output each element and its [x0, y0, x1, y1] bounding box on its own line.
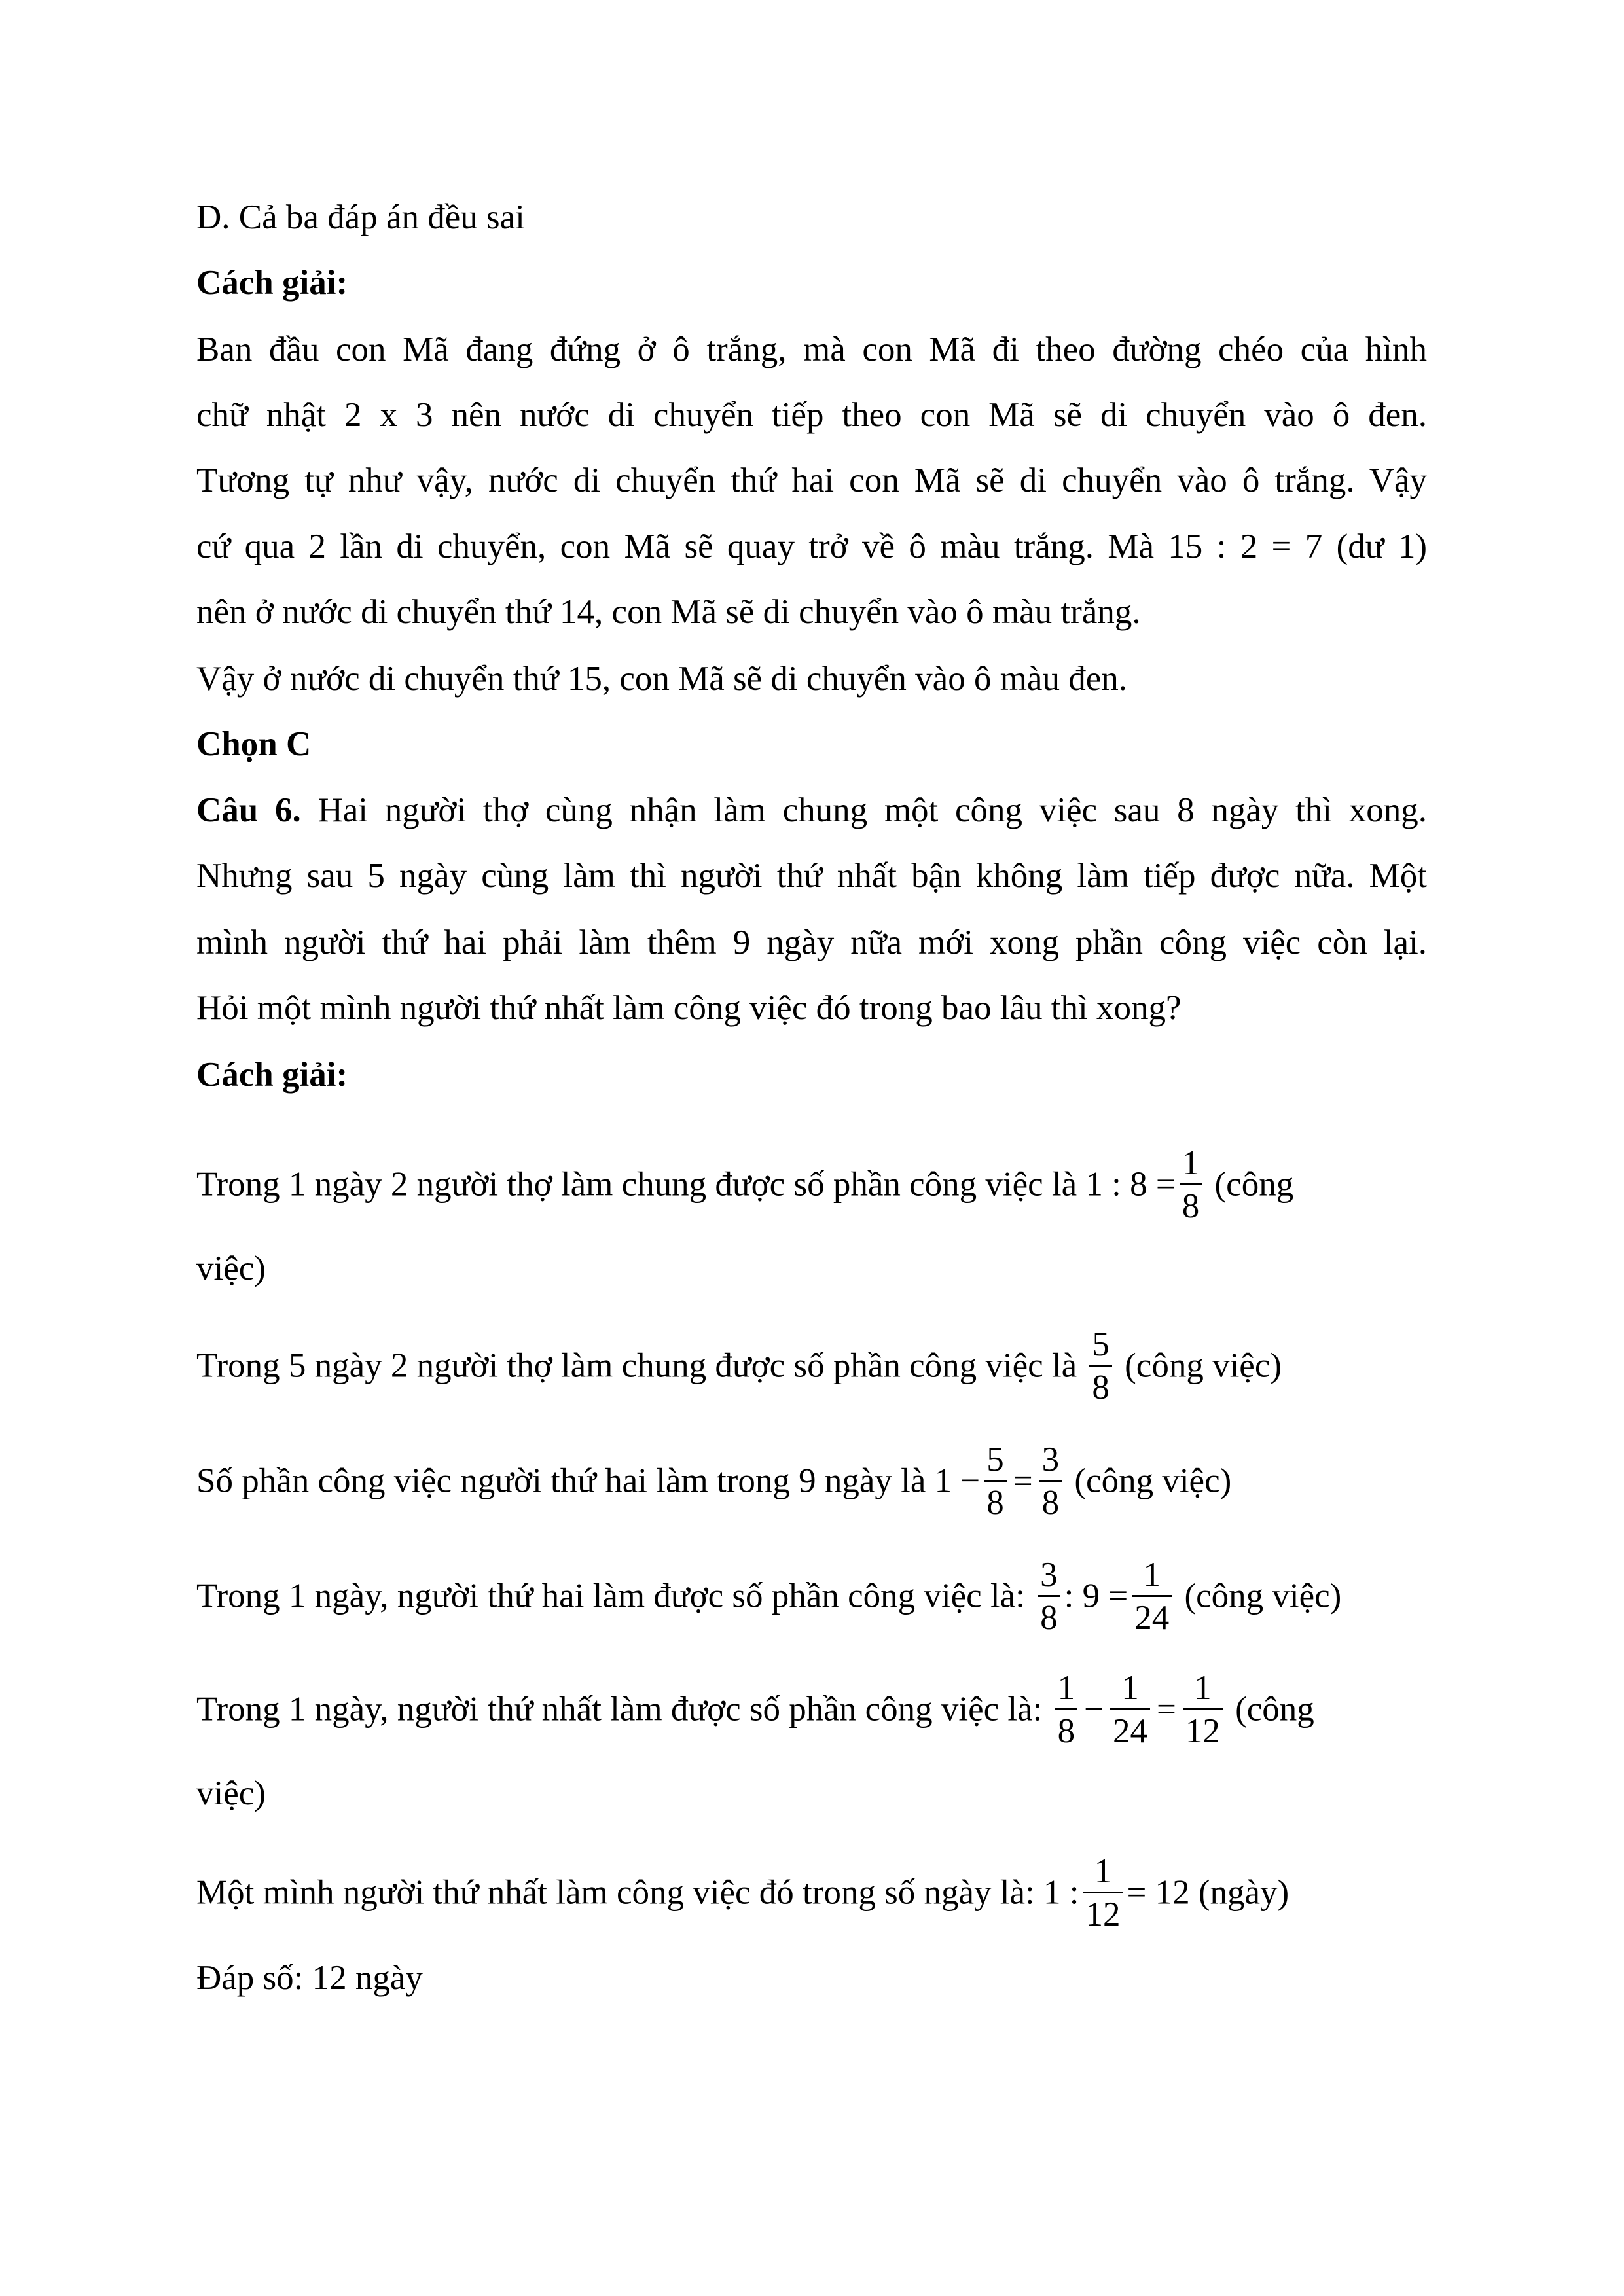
- numerator: 1: [1183, 1671, 1223, 1710]
- numerator: 3: [1039, 1443, 1062, 1482]
- step-6: [196, 1852, 1290, 1935]
- step-3: [196, 1441, 1232, 1523]
- step-1-text: Trong 1 ngày 2 người thợ làm chung được số phần công việc là: [196, 1165, 1086, 1204]
- numerator: 1: [1132, 1558, 1172, 1597]
- solution-heading: Cách giải:: [196, 264, 348, 302]
- denominator: 8: [1092, 1369, 1110, 1407]
- fraction: [1083, 1854, 1123, 1932]
- question-6-line-1: [196, 791, 1427, 830]
- question-6-text: Hai người thợ cùng nhận làm chung một công việc sau 8 ngày thì xong.: [300, 791, 1427, 829]
- equals-sign: =: [1156, 1690, 1176, 1729]
- solution-line-4: cứ qua 2 lần di chuyển, con Mã sẽ quay trở về ô màu trắng. Mà 15 : 2 = 7 (dư 1): [196, 528, 1427, 565]
- option-d-line: D. Cả ba đáp án đều sai: [196, 198, 525, 236]
- step-2-text: Trong 5 ngày 2 người thợ làm chung được số phần công việc là: [196, 1346, 1086, 1385]
- step-6-text: Một mình người thứ nhất làm công việc đó trong số ngày là:: [196, 1873, 1043, 1912]
- numerator: 3: [1038, 1558, 1060, 1597]
- solution-line-6: Vậy ở nước di chuyển thứ 15, con Mã sẽ di chuyển vào ô màu đen.: [196, 660, 1127, 698]
- step-6-post: = 12: [1127, 1873, 1190, 1912]
- minus-sign: −: [1084, 1690, 1104, 1729]
- solution-line-5: nên ở nước di chuyển thứ 14, con Mã sẽ di chuyển vào ô màu trắng.: [196, 593, 1141, 631]
- fraction: [1132, 1558, 1172, 1636]
- question-6-line-4: Hỏi một mình người thứ nhất làm công việc đó trong bao lâu thì xong?: [196, 989, 1182, 1027]
- step-3-text: Số phần công việc người thứ hai làm trong 9 ngày là: [196, 1462, 935, 1500]
- step-4-text: Trong 1 ngày, người thứ hai làm được số phần công việc là:: [196, 1577, 1034, 1615]
- question-6-line-3: mình người thứ hai phải làm thêm 9 ngày nữa mới xong phần công việc còn lại.: [196, 924, 1427, 961]
- fraction: [1039, 1443, 1062, 1520]
- final-answer: Đáp số: 12 ngày: [196, 1959, 423, 1997]
- numerator: 1: [1055, 1671, 1078, 1710]
- step-3-unit: (công việc): [1066, 1462, 1232, 1500]
- solution-heading-2: Cách giải:: [196, 1056, 348, 1094]
- step-5-unit: (công: [1226, 1690, 1314, 1729]
- solution-line-1: Ban đầu con Mã đang đứng ở ô trắng, mà con Mã đi theo đường chéo của hình: [196, 331, 1427, 368]
- denominator: 24: [1134, 1599, 1170, 1637]
- denominator: 8: [1182, 1187, 1200, 1225]
- fraction: [1038, 1558, 1060, 1636]
- fraction: [1180, 1146, 1202, 1224]
- denominator: 8: [1057, 1712, 1075, 1750]
- fraction: [984, 1443, 1007, 1520]
- question-6-label: Câu 6.: [196, 791, 301, 829]
- numerator: 5: [984, 1443, 1007, 1482]
- step-2: [196, 1325, 1282, 1408]
- numerator: 1: [1180, 1146, 1202, 1185]
- numerator: 1: [1110, 1671, 1150, 1710]
- solution-line-3: Tương tự như vậy, nước di chuyển thứ hai con Mã sẽ di chuyển vào ô trắng. Vậy: [196, 461, 1427, 499]
- step-1-continuation: việc): [196, 1249, 266, 1287]
- fraction: [1089, 1327, 1112, 1405]
- step-1-unit: (công: [1206, 1165, 1294, 1204]
- fraction: [1183, 1671, 1223, 1749]
- fraction: [1055, 1671, 1078, 1749]
- step-1-expr: 1 : 8 =: [1085, 1165, 1176, 1204]
- denominator: 8: [986, 1484, 1004, 1522]
- numerator: 5: [1089, 1327, 1112, 1367]
- step-5-continuation: việc): [196, 1774, 266, 1812]
- fraction: [1110, 1671, 1150, 1749]
- denominator: 8: [1041, 1484, 1060, 1522]
- solution-line-2: chữ nhật 2 x 3 nên nước di chuyển tiếp theo con Mã sẽ di chuyển vào ô đen.: [196, 396, 1427, 434]
- step-5: [196, 1669, 1427, 1751]
- question-6-line-2: Nhưng sau 5 ngày cùng làm thì người thứ nhất bận không làm tiếp được nữa. Một: [196, 857, 1427, 895]
- step-4-unit: (công việc): [1176, 1577, 1342, 1615]
- step-6-unit: (ngày): [1189, 1873, 1290, 1912]
- step-5-text: Trong 1 ngày, người thứ nhất làm được số phần công việc là:: [196, 1690, 1051, 1729]
- denominator: 12: [1185, 1712, 1220, 1750]
- numerator: 1: [1083, 1854, 1123, 1893]
- step-4-mid: : 9 =: [1064, 1577, 1128, 1615]
- denominator: 12: [1085, 1895, 1121, 1933]
- step-4: [196, 1556, 1342, 1638]
- equals-sign: =: [1013, 1462, 1033, 1500]
- denominator: 8: [1040, 1599, 1058, 1637]
- answer-choice: Chọn C: [196, 725, 312, 763]
- step-6-pre: 1 :: [1043, 1873, 1079, 1912]
- denominator: 24: [1112, 1712, 1147, 1750]
- step-2-unit: (công việc): [1115, 1346, 1282, 1385]
- step-1: [196, 1144, 1427, 1227]
- step-3-pre: 1 −: [934, 1462, 981, 1500]
